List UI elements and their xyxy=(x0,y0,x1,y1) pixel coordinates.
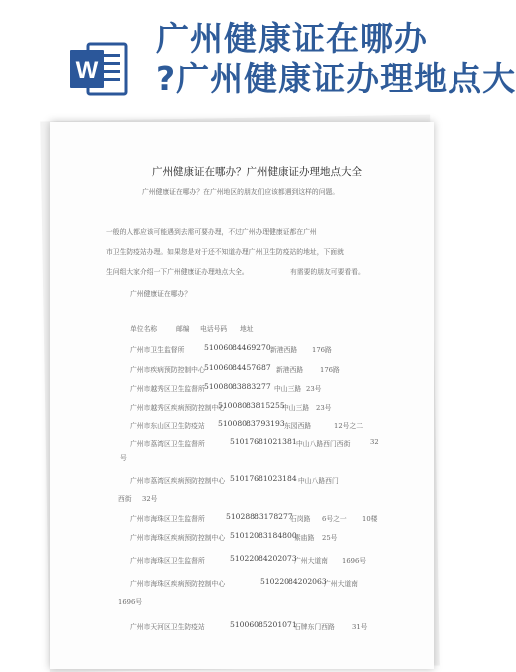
row-postcode: 510220 xyxy=(260,577,289,586)
column-unit: 单位名称 xyxy=(130,325,158,333)
row-name: 广州市海珠区疾病预防控制中心 xyxy=(130,534,226,542)
row-postcode: 510080 xyxy=(204,382,233,391)
row-postcode: 510120 xyxy=(230,531,259,540)
row-number: 23号 xyxy=(306,385,322,393)
row-postcode: 510080 xyxy=(218,401,247,410)
row-address: 素庙路 xyxy=(294,534,315,542)
row-phone: 84202073 xyxy=(258,554,297,563)
row-address: 新港西路 xyxy=(270,346,298,354)
row-postcode: 510220 xyxy=(230,554,259,563)
row-phone: 83815255 xyxy=(246,401,285,410)
row-number-2: 10楼 xyxy=(362,515,378,523)
row-postcode: 510176 xyxy=(230,437,259,446)
row-number: 32 xyxy=(370,438,379,446)
row-address: 石牌东门西路 xyxy=(294,623,335,631)
row-postcode: 510176 xyxy=(230,474,259,483)
row-phone: 83184800 xyxy=(258,531,297,540)
row-name: 广州市荔湾区疾病预防控制中心 xyxy=(130,477,226,485)
row-name: 广州市越秀区卫生监督所 xyxy=(130,385,205,393)
paragraph-line-3a: 生问组大家介绍一下广州健康证办理地点大全。 xyxy=(106,268,249,276)
row-number: 31号 xyxy=(352,623,368,631)
row-name: 广州市海珠区疾病预防控制中心 xyxy=(130,580,226,588)
header xyxy=(0,0,516,110)
row-address: 新港西路 xyxy=(276,366,304,374)
paragraph-line-2: 市卫生防疫站办理。如果您是对于还不知道办理广州卫生防疫站的地址，下面就 xyxy=(106,248,344,256)
row-name: 广州市天河区卫生防疫站 xyxy=(130,623,205,631)
word-document-icon xyxy=(66,36,130,100)
row-name: 广州市海珠区卫生监督所 xyxy=(130,515,205,523)
row-name: 广州市越秀区疾病预防控制中心 xyxy=(130,404,226,412)
intro-text: 广州健康证在哪办？在广州地区的朋友们应该都遇到这样的问题。 xyxy=(142,188,340,196)
row-postcode: 510080 xyxy=(218,419,247,428)
row-phone: 84457687 xyxy=(232,363,271,372)
page-title-line-2: ?广州健康证办理地点大 xyxy=(156,59,516,98)
row-postcode: 510060 xyxy=(204,343,233,352)
row-phone: 84469270 xyxy=(232,343,271,352)
document-title: 广州健康证在哪办？广州健康证办理地点大全 xyxy=(152,166,362,178)
row-address: 广州大道南 xyxy=(294,557,328,565)
page-title-line-1: 广州健康证在哪办 xyxy=(156,19,428,58)
column-postcode: 邮编 xyxy=(176,325,190,333)
row-number: 12号之二 xyxy=(334,422,364,430)
row-number: 23号 xyxy=(316,404,332,412)
row-continuation: 1696号 xyxy=(118,598,143,606)
row-postcode: 510060 xyxy=(230,620,259,629)
svg-text:W: W xyxy=(75,57,99,84)
row-continuation: 号 xyxy=(120,454,127,462)
row-continuation: 西街 xyxy=(118,495,132,503)
row-number: 25号 xyxy=(322,534,338,542)
paragraph-line-3b: 有需要的朋友可要看看。 xyxy=(290,268,365,276)
row-address: 石岗路 xyxy=(290,515,311,523)
row-address: 中山八路西门 xyxy=(298,477,339,485)
row-name: 广州市海珠区卫生监督所 xyxy=(130,557,205,565)
document-page xyxy=(50,122,434,669)
row-number: 6号之一 xyxy=(322,515,347,523)
paragraph-line-1: 一般的人都应该可能遇到去需可要办理，不过广州办理健康证都在广州 xyxy=(106,228,317,236)
row-name: 广州市疾病预防控制中心 xyxy=(130,366,205,374)
row-phone: 83178277 xyxy=(254,512,293,521)
row-name: 广州市荔湾区卫生监督所 xyxy=(130,440,205,448)
row-number: 1696号 xyxy=(342,557,367,565)
row-number: 176路 xyxy=(312,346,332,354)
row-postcode: 510288 xyxy=(226,512,255,521)
row-number: 176路 xyxy=(320,366,340,374)
row-name: 广州市东山区卫生防疫站 xyxy=(130,422,205,430)
row-address: 中山三路 xyxy=(274,385,302,393)
row-name: 广州市卫生监督所 xyxy=(130,346,185,354)
row-postcode: 510060 xyxy=(204,363,233,372)
row-address: 广州大道南 xyxy=(324,580,358,588)
row-address: 中山三路 xyxy=(282,404,310,412)
row-phone: 83883277 xyxy=(232,382,271,391)
row-phone: 81023184 xyxy=(258,474,297,483)
row-phone: 85201071 xyxy=(258,620,297,629)
column-address: 地址 xyxy=(240,325,254,333)
column-phone: 电话号码 xyxy=(200,325,228,333)
row-phone: 84202063 xyxy=(288,577,327,586)
row-address: 东园西路 xyxy=(284,422,312,430)
section-heading: 广州健康证在哪办？ xyxy=(130,290,192,298)
row-continuation: 32号 xyxy=(142,495,158,503)
row-address: 中山八路西门西街 xyxy=(296,440,351,448)
row-phone: 83793193 xyxy=(246,419,285,428)
row-phone: 81021381 xyxy=(258,437,297,446)
